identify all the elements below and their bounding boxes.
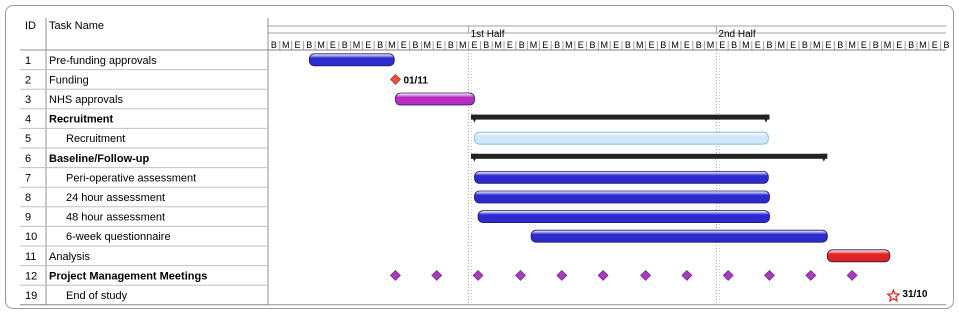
unit-label: M: [848, 40, 856, 50]
unit-label: E: [329, 40, 336, 50]
end-milestone-star: [888, 290, 899, 301]
row-id: 3: [25, 94, 32, 106]
milestone-diamond: [390, 74, 400, 84]
task-bar: [478, 211, 769, 223]
unit-label: M: [883, 40, 892, 50]
unit-label: M: [494, 40, 502, 50]
unit-label: E: [365, 40, 372, 50]
unit-label: E: [719, 40, 726, 50]
meeting-milestone: [598, 270, 608, 280]
unit-label: M: [671, 40, 679, 50]
task-bar: [531, 230, 827, 242]
row-task-name: End of study: [66, 290, 128, 302]
row-id: 4: [25, 113, 32, 126]
row-task-name: Recruitment: [66, 133, 126, 146]
meeting-milestone: [765, 270, 775, 280]
row-id: 9: [25, 211, 32, 224]
row-id: 6: [25, 152, 32, 165]
meeting-milestone: [641, 270, 651, 280]
unit-label: B: [837, 40, 844, 50]
row-id: 11: [25, 250, 37, 263]
unit-label: B: [554, 40, 561, 50]
unit-label: B: [341, 40, 348, 50]
task-bar: [395, 93, 474, 105]
unit-label: B: [270, 40, 277, 50]
task-bar: [309, 54, 394, 66]
row-id: 19: [25, 290, 38, 302]
unit-label: M: [600, 40, 609, 50]
meeting-milestone: [516, 270, 526, 280]
unit-label: M: [919, 40, 927, 50]
unit-label: E: [294, 40, 301, 50]
unit-label: E: [436, 40, 443, 50]
unit-label: B: [518, 40, 525, 50]
unit-label: M: [742, 40, 750, 50]
period-label-1: 1st Half: [470, 29, 505, 40]
unit-label: E: [860, 40, 867, 50]
meeting-milestone: [432, 270, 442, 280]
unit-label: M: [812, 40, 821, 50]
task-bar: [475, 132, 769, 144]
milestone-date-label: 31/10: [902, 289, 928, 300]
unit-label: E: [542, 40, 549, 50]
unit-label: B: [731, 40, 738, 50]
row-task-name: 24 hour assessment: [66, 192, 166, 204]
gantt-chart-window: [5, 5, 954, 309]
unit-label: B: [306, 40, 313, 50]
unit-label: M: [529, 40, 538, 50]
unit-label: E: [683, 40, 690, 50]
row-task-name: 6-week questionnaire: [66, 231, 171, 244]
unit-label: M: [458, 40, 467, 50]
summary-bar: [471, 154, 827, 159]
summary-bar: [471, 115, 770, 120]
meeting-milestone: [473, 270, 483, 280]
row-task-name: Funding: [49, 74, 89, 87]
unit-label: E: [506, 40, 513, 50]
unit-label: M: [706, 40, 715, 50]
meeting-milestone: [390, 270, 400, 280]
unit-label: B: [447, 40, 454, 50]
unit-label: M: [635, 40, 644, 50]
row-task-name: Baseline/Follow-up: [49, 152, 150, 165]
unit-label: M: [565, 40, 573, 50]
meeting-milestone: [806, 270, 816, 280]
unit-label: E: [577, 40, 584, 50]
unit-label: E: [754, 40, 761, 50]
unit-label: E: [896, 40, 903, 50]
milestone-date-label: 01/11: [403, 75, 428, 87]
row-task-name: 48 hour assessment: [66, 211, 166, 224]
row-id: 12: [25, 270, 38, 283]
unit-label: E: [790, 40, 797, 50]
unit-label: B: [483, 40, 490, 50]
unit-label: M: [388, 40, 396, 50]
row-task-name: Analysis: [49, 250, 90, 263]
meeting-milestone: [723, 270, 733, 280]
unit-label: M: [352, 40, 361, 50]
unit-label: B: [766, 40, 773, 50]
gantt-grid: [20, 18, 950, 306]
unit-label: M: [317, 40, 325, 50]
period-label-2: 2nd Half: [718, 29, 756, 40]
task-bar: [475, 171, 769, 183]
column-header-id: ID: [25, 20, 36, 32]
unit-label: B: [908, 40, 915, 50]
unit-label: B: [872, 40, 879, 50]
meeting-milestone: [847, 270, 857, 280]
meeting-milestone: [682, 270, 692, 280]
unit-label: M: [281, 40, 290, 50]
meeting-milestone: [557, 270, 567, 280]
unit-label: B: [801, 40, 808, 50]
unit-label: B: [412, 40, 419, 50]
row-task-name: NHS approvals: [49, 94, 123, 106]
unit-label: M: [423, 40, 432, 50]
unit-label: E: [471, 40, 478, 50]
task-bar: [827, 250, 890, 262]
unit-label: M: [777, 40, 786, 50]
row-task-name: Pre-funding approvals: [49, 54, 157, 67]
row-task-name: Peri-operative assessment: [66, 172, 197, 185]
unit-label: B: [695, 40, 702, 50]
unit-label: E: [931, 40, 938, 50]
row-id: 1: [25, 54, 32, 67]
column-header-task-name: Task Name: [49, 20, 105, 32]
unit-label: E: [613, 40, 620, 50]
row-id: 7: [25, 172, 32, 185]
unit-label: B: [624, 40, 631, 50]
gantt-chart-svg: [20, 18, 950, 308]
unit-label: B: [377, 40, 384, 50]
unit-label: E: [825, 40, 832, 50]
unit-label: B: [660, 40, 667, 50]
task-bar: [475, 191, 770, 203]
unit-label: E: [648, 40, 655, 50]
row-id: 5: [25, 133, 32, 146]
row-task-name: Project Management Meetings: [49, 270, 208, 283]
row-id: 8: [25, 192, 32, 204]
row-id: 2: [25, 74, 32, 87]
unit-label: B: [589, 40, 596, 50]
row-task-name: Recruitment: [49, 113, 114, 126]
unit-label: E: [400, 40, 407, 50]
unit-label: B: [943, 40, 950, 50]
row-id: 10: [25, 231, 38, 244]
